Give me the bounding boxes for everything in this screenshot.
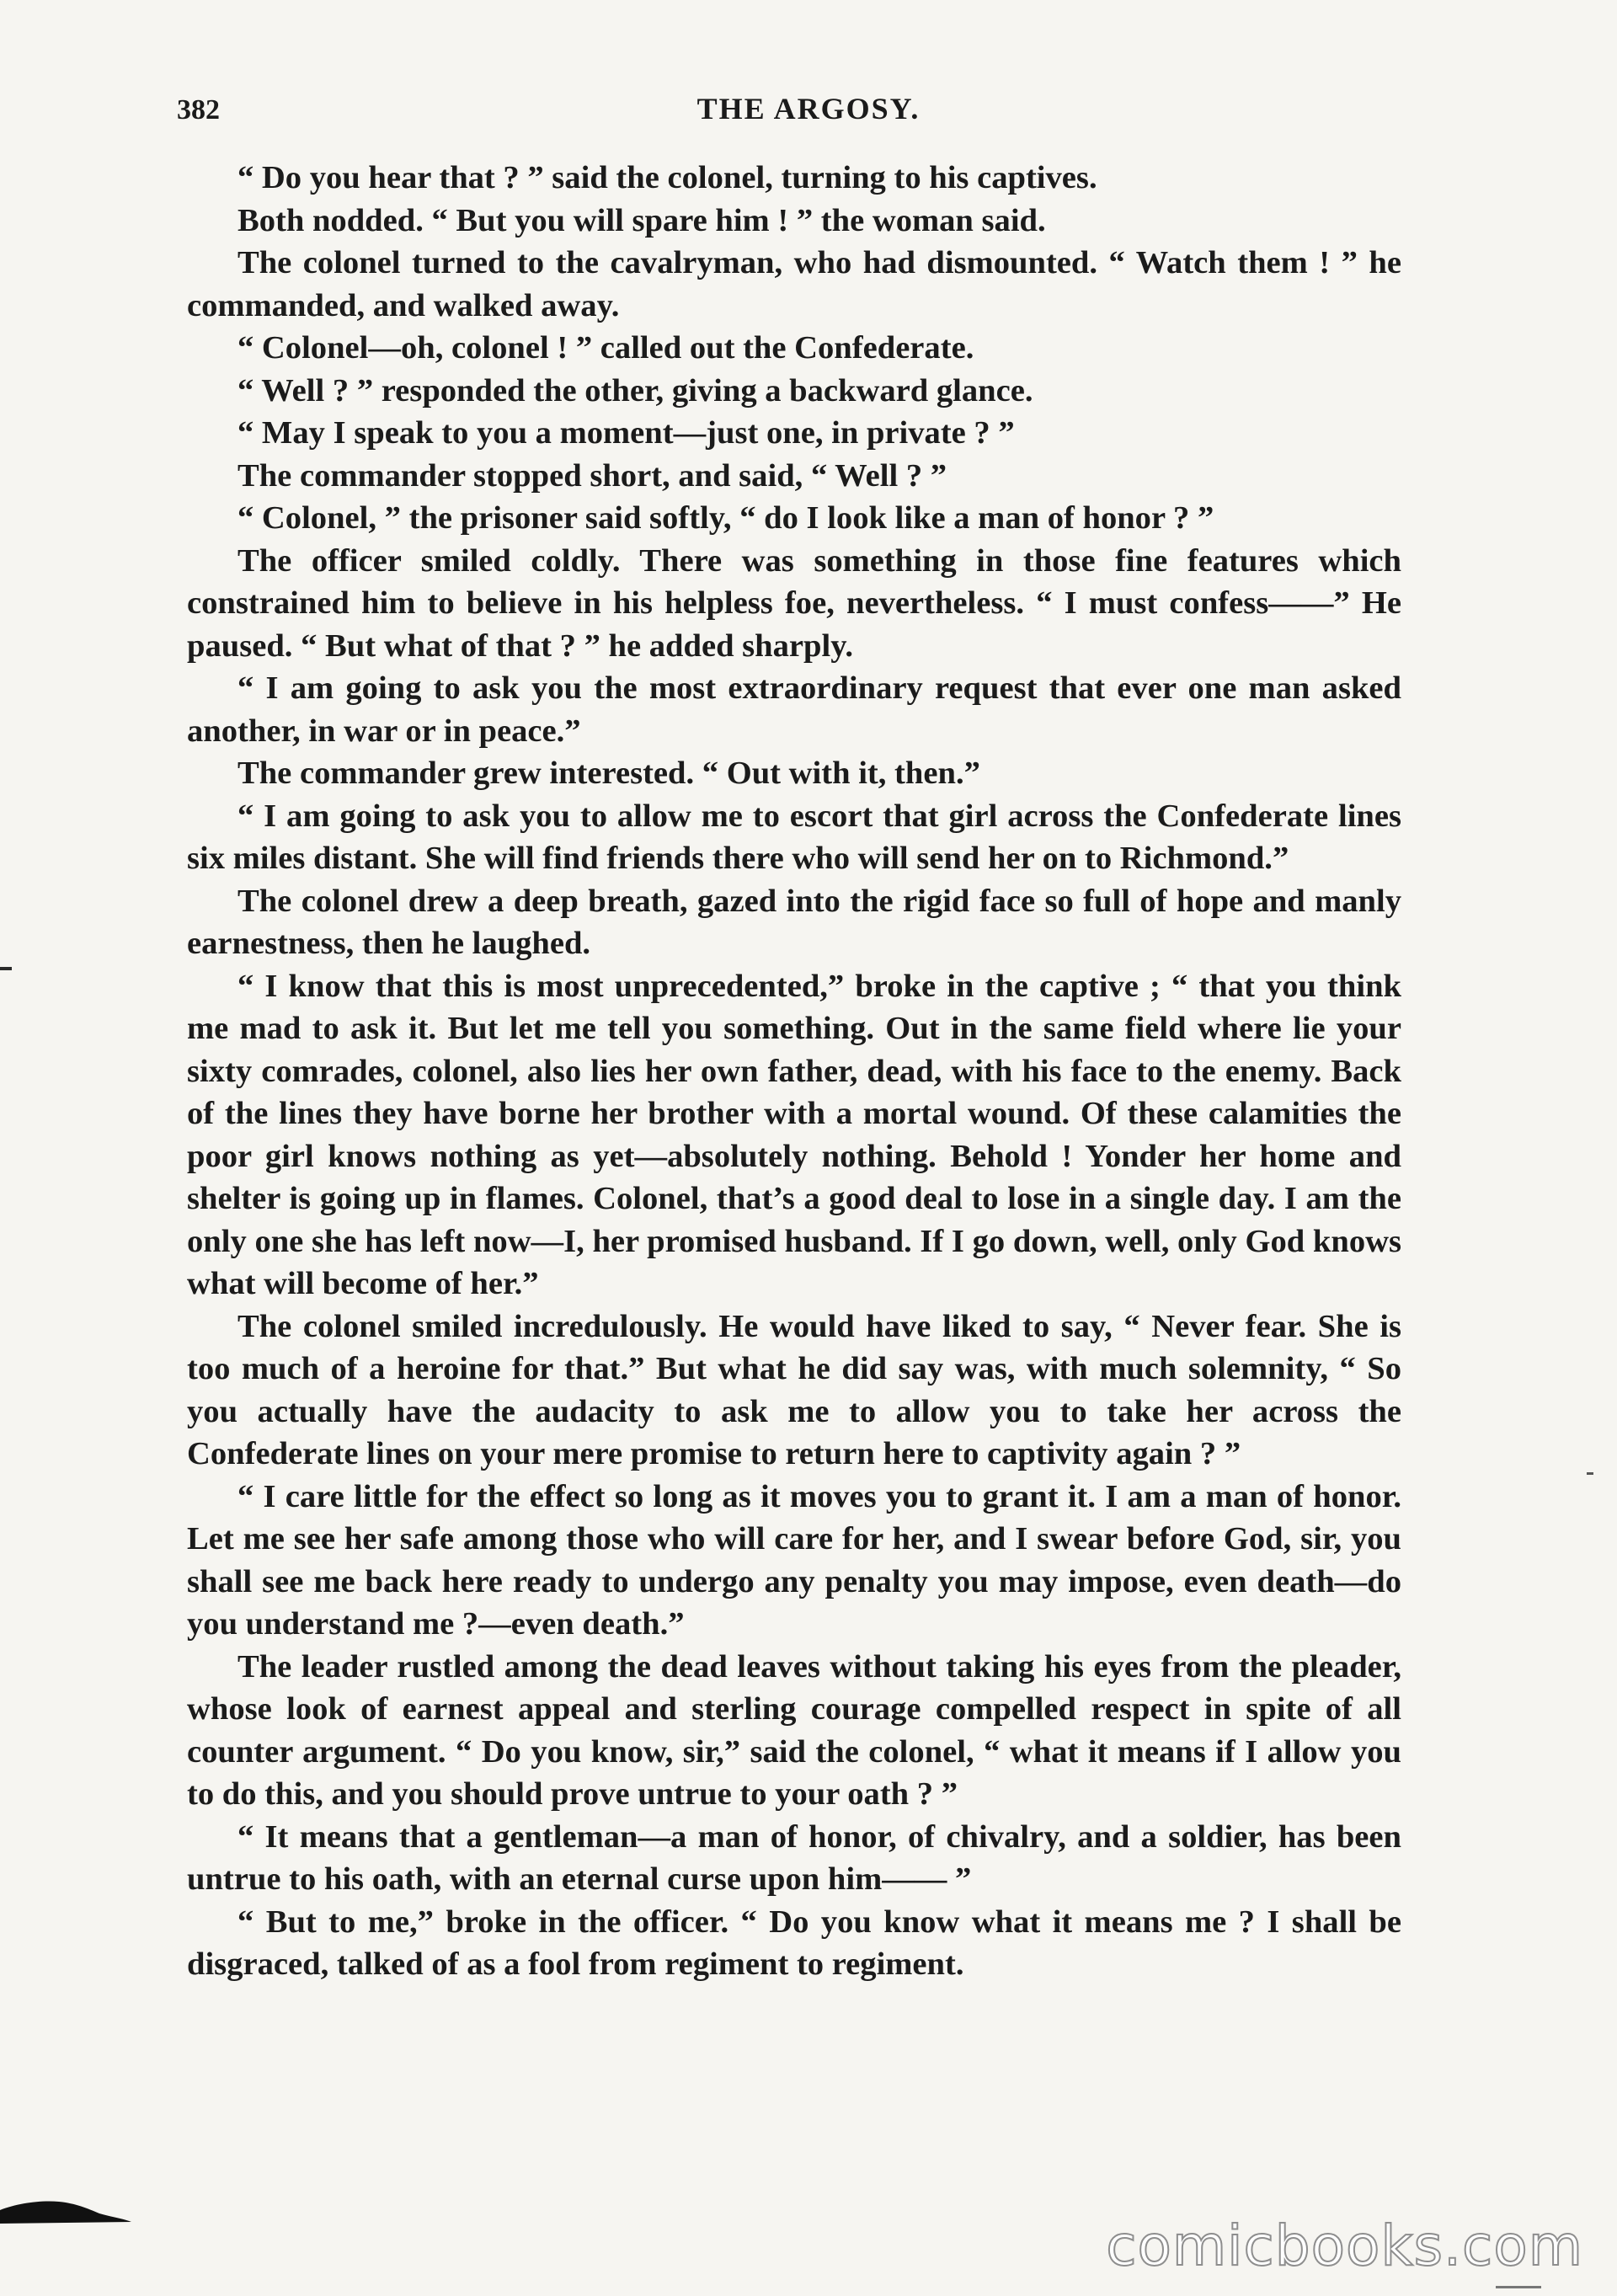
paragraph: “ May I speak to you a moment—just one, in private ? ” [237,415,1015,451]
body-text [187,157,1401,1986]
paragraph: The commander grew interested. “ Out with it, then.” [237,756,980,791]
ink-blot [0,2185,135,2224]
paragraph: “ I am going to ask you to allow me to escort that girl across the Confederate lines six miles distant. She will find friends there who will send her on to Richmond.” [187,798,1401,876]
paragraph: “ I know that this is most unprecedented,” broke in the captive ; “ that you think me mad to ask it. But let me tell you something. Out in the same field where lie your sixty comrades, colonel, also lies her own father, dead, with his face to the enemy. Back of the lines they have borne her brother with a mortal wound. Of these calamities the poor girl knows nothing as yet—absolutely nothing. Behold ! Yonder her home and shelter is going up in flames. Colonel, that’s a good deal to lose in a single day. I am the only one she has left now—I, her promised husband. If I go down, well, only God knows what will become of her.” [187,968,1401,1301]
paragraph: “ Well ? ” responded the other, giving a backward glance. [237,372,1033,408]
paragraph: “ I am going to ask you the most extraordinary request that ever one man asked another, in war or in peace.” [187,670,1401,749]
paragraph: “ It means that a gentleman—a man of honor, of chivalry, and a soldier, has been untrue to his oath, with an eternal curse upon him—— ” [187,1818,1401,1897]
paragraph: Both nodded. “ But you will spare him ! ” the woman said. [237,202,1046,238]
running-title: THE ARGOSY. [696,92,921,125]
paragraph: “ Colonel—oh, colonel ! ” called out the Confederate. [237,330,974,366]
paragraph: “ But to me,” broke in the officer. “ Do you know what it means me ? I shall be disgraced, talked of as a fool from regiment to regiment. [187,1904,1401,1982]
paragraph: “ Do you hear that ? ” said the colonel, turning to his captives. [237,160,1097,195]
margin-mark [0,967,12,970]
scan-speck [1587,1472,1593,1475]
paragraph: “ I care little for the effect so long as it moves you to grant it. I am a man of honor. Let me see her safe among those who will care for her, and I swear before God, sir, you shall see me back here ready to undergo any penalty you may impose, even death—do you understand me ?—even death.” [187,1478,1401,1642]
page-number: 382 [177,94,220,125]
paragraph: The officer smiled coldly. There was something in those fine features which constrained him to believe in his helpless foe, nevertheless. “ I must confess——” He paused. “ But what of that ? ” he added sharply. [187,542,1401,664]
paragraph: The colonel turned to the cavalryman, who had dismounted. “ Watch them ! ” he commanded, and walked away. [187,245,1401,323]
paragraph: The colonel smiled incredulously. He would have liked to say, “ Never fear. She is too much of a heroine for that.” But what he did say was, with much solemnity, “ So you actually have the audacity to ask me to allow you to take her across the Confederate lines on your mere promise to return here to captivity again ? ” [187,1308,1401,1471]
watermark-underline [1496,2286,1541,2288]
paragraph: “ Colonel, ” the prisoner said softly, “ do I look like a man of honor ? ” [237,500,1214,536]
paragraph: The leader rustled among the dead leaves without taking his eyes from the pleader, whose look of earnest appeal and sterling courage compelled respect in spite of all counter argument. “ Do you know, sir,” said the colonel, “ what it means if I allow you to do this, and you should prove untrue to your oath ? ” [187,1648,1401,1812]
watermark-logo: comicbooks.com [1106,2213,1583,2278]
paragraph: The colonel drew a deep breath, gazed into the rigid face so full of hope and manly earnestness, then he laughed. [187,883,1401,961]
paragraph: The commander stopped short, and said, “ Well ? ” [237,457,947,494]
